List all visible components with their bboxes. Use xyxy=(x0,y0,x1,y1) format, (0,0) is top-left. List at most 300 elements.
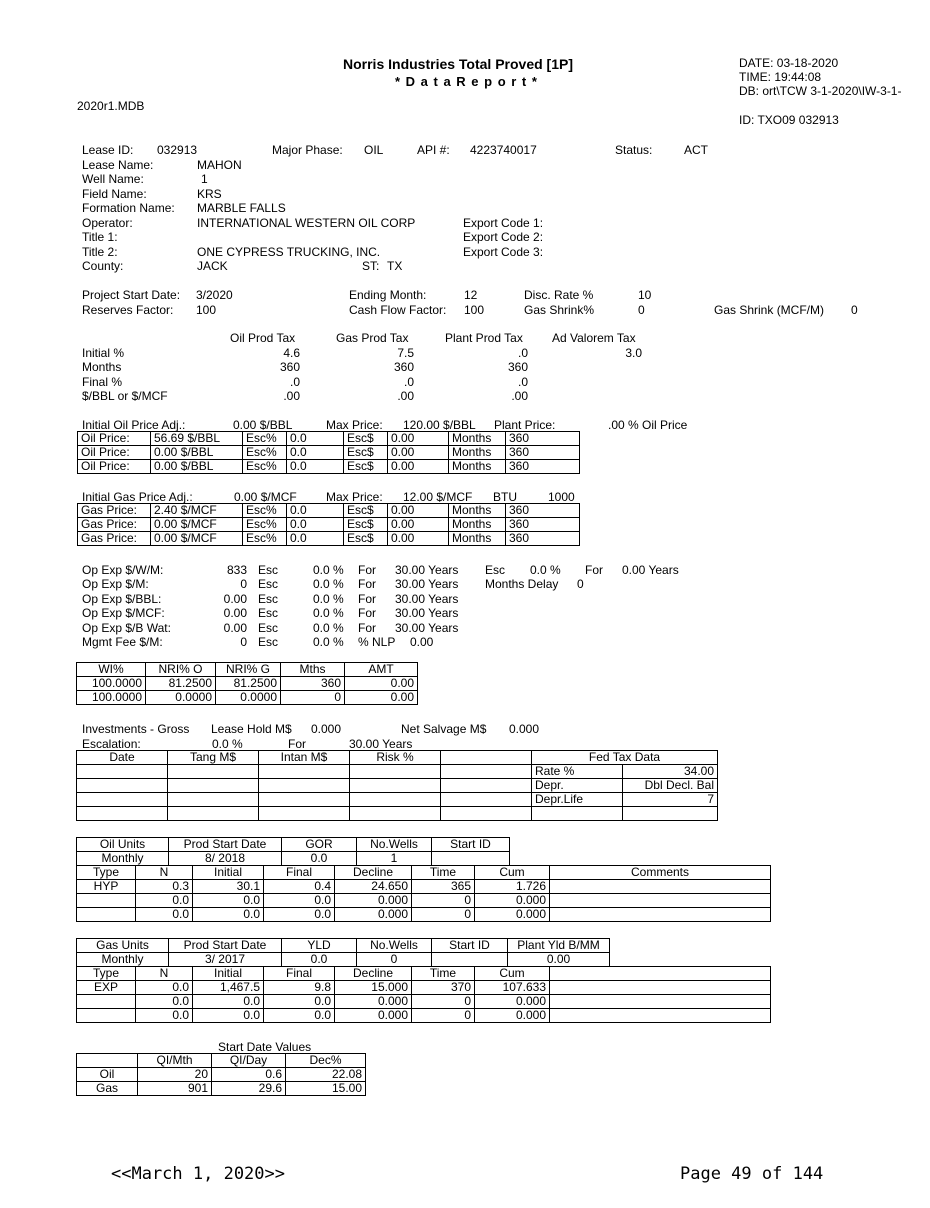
table-cell: Months xyxy=(449,504,506,518)
table-cell xyxy=(350,779,441,793)
table-cell: Esc% xyxy=(243,446,287,460)
escalation-for: 30.00 Years xyxy=(349,737,413,751)
api-label: API #: xyxy=(417,143,450,157)
tax-cell: .0 xyxy=(517,375,528,389)
opex-for: For xyxy=(358,592,376,606)
table-header: Start ID xyxy=(432,838,510,852)
opex-for: For xyxy=(358,577,376,591)
tax-cell: .00 xyxy=(397,389,414,403)
table-header: Tang M$ xyxy=(168,751,259,765)
title1-label: Title 1: xyxy=(82,230,118,244)
table-cell: Monthly xyxy=(77,953,169,967)
table-header: N xyxy=(136,967,193,981)
table-row xyxy=(77,691,418,705)
tax-cell: 7.5 xyxy=(397,346,414,360)
table-cell xyxy=(77,995,136,1009)
report-title: Norris Industries Total Proved [1P] xyxy=(343,56,574,72)
table-header: AMT xyxy=(345,663,418,677)
table-cell: 0.00 xyxy=(388,532,449,546)
table-header: Start ID xyxy=(432,939,508,953)
report-time: TIME: 19:44:08 xyxy=(739,70,822,84)
table-cell: 0.00 $/MCF xyxy=(151,532,243,546)
field-name-label: Field Name: xyxy=(82,187,147,201)
reserves-factor: 100 xyxy=(196,303,217,317)
opex-esc: Esc xyxy=(258,592,279,606)
table-cell: 0 xyxy=(412,1009,475,1023)
table-cell: 0.000 xyxy=(335,1009,412,1023)
tax-header: Gas Prod Tax xyxy=(336,331,409,345)
tax-header: Ad Valorem Tax xyxy=(552,331,636,345)
table-cell: 56.69 $/BBL xyxy=(151,432,243,446)
table-cell: 360 xyxy=(506,446,580,460)
table-header: WI% xyxy=(77,663,146,677)
major-phase: OIL xyxy=(364,143,384,157)
table-cell: 0.0 xyxy=(282,953,357,967)
table-header: Type xyxy=(77,866,136,880)
table-cell: 0.0 xyxy=(287,446,344,460)
table-cell: 0.0 xyxy=(264,894,335,908)
net-salvage-label: Net Salvage M$ xyxy=(401,722,487,736)
table-cell: 0.0 xyxy=(136,894,193,908)
table-cell: 107.633 xyxy=(475,981,550,995)
table-cell: Esc$ xyxy=(344,460,388,474)
table-header-row xyxy=(77,1054,366,1068)
table-cell xyxy=(550,880,771,894)
export-code-2: Export Code 2: xyxy=(463,230,544,244)
tax-cell: 360 xyxy=(279,360,300,374)
report-subtitle: * D a t a R e p o r t * xyxy=(395,74,538,89)
table-cell: Esc% xyxy=(243,460,287,474)
table-row xyxy=(77,807,718,821)
table-cell: 0.00 $/MCF xyxy=(151,518,243,532)
table-cell xyxy=(77,894,136,908)
status-value: ACT xyxy=(684,143,708,157)
table-cell: 0.00 xyxy=(388,460,449,474)
gas-shrink-mcf-label: Gas Shrink (MCF/M) xyxy=(714,303,825,317)
oil-price-table xyxy=(77,431,580,474)
gas-shrink: 0 xyxy=(638,303,645,317)
plant-price-label: Plant Price: xyxy=(494,418,556,432)
interest-table xyxy=(76,662,418,705)
table-header: YLD xyxy=(282,939,357,953)
months-delay-label: Months Delay xyxy=(485,577,559,591)
table-cell: 0.000 xyxy=(335,908,412,922)
report-db: DB: ort\TCW 3-1-2020\IW-3-1- xyxy=(739,84,902,98)
table-cell: 0.3 xyxy=(136,880,193,894)
table-cell: EXP xyxy=(77,981,136,995)
table-header: No.Wells xyxy=(357,838,432,852)
table-cell: 15.00 xyxy=(286,1082,366,1096)
table-cell: 0.000 xyxy=(475,1009,550,1023)
county-value: JACK xyxy=(197,259,228,273)
table-header: Risk % xyxy=(350,751,441,765)
state-label: ST: xyxy=(362,259,380,273)
table-row xyxy=(77,765,718,779)
opex-esc: Esc xyxy=(258,563,279,577)
table-header: QI/Mth xyxy=(138,1054,212,1068)
project-start-label: Project Start Date: xyxy=(82,288,181,302)
table-cell: 0.0 xyxy=(136,1009,193,1023)
table-header-row xyxy=(77,838,510,852)
table-header: Date xyxy=(77,751,168,765)
start-values-title: Start Date Values xyxy=(218,1040,312,1054)
table-cell xyxy=(168,807,259,821)
opex-esc: Esc xyxy=(258,621,279,635)
opex-value: 833 xyxy=(226,563,247,577)
table-cell: 1.726 xyxy=(475,880,550,894)
table-row xyxy=(77,779,718,793)
table-cell: 0.000 xyxy=(475,908,550,922)
county-label: County: xyxy=(82,259,124,273)
table-row xyxy=(77,1009,771,1023)
tax-cell: .0 xyxy=(517,346,528,360)
table-cell: 360 xyxy=(506,460,580,474)
state-value: TX xyxy=(387,259,403,273)
lease-name: MAHON xyxy=(197,158,242,172)
table-row xyxy=(77,677,418,691)
mgmt-fee-esc: Esc xyxy=(258,635,279,649)
cash-flow: 100 xyxy=(464,303,485,317)
table-cell xyxy=(77,779,168,793)
oil-adj-label: Initial Oil Price Adj.: xyxy=(82,418,186,432)
table-cell xyxy=(623,807,718,821)
table-header: Plant Yld B/MM xyxy=(508,939,610,953)
table-cell: Esc$ xyxy=(344,446,388,460)
major-phase-label: Major Phase: xyxy=(272,143,343,157)
api-number: 4223740017 xyxy=(470,143,537,157)
opex-value: 0 xyxy=(240,577,247,591)
table-cell: 0.00 $/BBL xyxy=(151,460,243,474)
table-header: Prod Start Date xyxy=(169,838,282,852)
tax-row-label: $/BBL or $/MCF xyxy=(82,389,168,403)
table-row xyxy=(77,995,771,1009)
field-name: KRS xyxy=(197,187,222,201)
table-cell: 3/ 2017 xyxy=(169,953,282,967)
mgmt-fee-nlp: 0.00 xyxy=(410,635,434,649)
table-header: N xyxy=(136,866,193,880)
title2-value: ONE CYPRESS TRUCKING, INC. xyxy=(197,245,381,259)
table-cell: 0.0 xyxy=(136,908,193,922)
formation-name: MARBLE FALLS xyxy=(197,201,286,215)
table-cell xyxy=(350,807,441,821)
table-cell xyxy=(77,807,168,821)
opex-years: 30.00 Years xyxy=(395,563,459,577)
table-cell: Oil xyxy=(77,1068,138,1082)
table-cell: 1 xyxy=(357,852,432,866)
fed-tax-value: 7 xyxy=(623,793,718,807)
footer-date: <<March 1, 2020>> xyxy=(111,1164,285,1184)
report-date: DATE: 03-18-2020 xyxy=(739,56,839,70)
table-cell: 30.1 xyxy=(193,880,264,894)
tax-cell: .00 xyxy=(283,389,300,403)
table-cell xyxy=(550,981,771,995)
gas-adj: 0.00 $/MCF xyxy=(234,490,297,504)
table-header: Comments xyxy=(550,866,771,880)
table-cell: 360 xyxy=(506,532,580,546)
opex-for: For xyxy=(358,606,376,620)
opex-label: Op Exp $/B Wat: xyxy=(82,621,171,635)
table-cell: 360 xyxy=(281,677,345,691)
gas-shrink-label: Gas Shrink% xyxy=(524,303,595,317)
table-cell: HYP xyxy=(77,880,136,894)
table-row xyxy=(78,518,580,532)
btu-value: 1000 xyxy=(548,490,575,504)
gas-price-table xyxy=(77,503,580,546)
table-cell: 0.00 $/BBL xyxy=(151,446,243,460)
table-cell: Gas Price: xyxy=(78,518,151,532)
table-cell xyxy=(168,765,259,779)
opex-pct: 0.0 % xyxy=(313,577,344,591)
table-cell: Months xyxy=(449,432,506,446)
table-row xyxy=(77,880,771,894)
opex-label: Op Exp $/M: xyxy=(82,577,149,591)
table-cell: Gas Price: xyxy=(78,532,151,546)
opex-for: For xyxy=(358,621,376,635)
table-row xyxy=(78,460,580,474)
table-header: Decline xyxy=(335,967,412,981)
table-cell: Esc$ xyxy=(344,518,388,532)
table-cell xyxy=(77,765,168,779)
table-cell xyxy=(432,953,508,967)
tax-cell: 360 xyxy=(393,360,414,374)
table-cell: Months xyxy=(449,532,506,546)
table-row xyxy=(77,908,771,922)
table-cell: 0.0 xyxy=(193,894,264,908)
tax-cell: .00 xyxy=(511,389,528,403)
table-cell: 8/ 2018 xyxy=(169,852,282,866)
table-cell xyxy=(350,765,441,779)
gas-max: 12.00 $/MCF xyxy=(403,490,473,504)
table-cell: Esc$ xyxy=(344,532,388,546)
table-cell xyxy=(168,779,259,793)
table-cell: 0.0 xyxy=(193,908,264,922)
cash-flow-label: Cash Flow Factor: xyxy=(349,303,447,317)
table-cell: 0.000 xyxy=(335,894,412,908)
table-cell: Esc% xyxy=(243,532,287,546)
lease-hold: 0.000 xyxy=(311,722,342,736)
oil-units-table xyxy=(76,837,510,866)
opex-side-pct: 0.0 % xyxy=(530,563,561,577)
fed-tax-value: 34.00 xyxy=(623,765,718,779)
table-cell: 0.00 xyxy=(345,691,418,705)
table-cell xyxy=(432,852,510,866)
table-cell: 0.0 xyxy=(282,852,357,866)
ending-month: 12 xyxy=(464,288,478,302)
lease-name-label: Lease Name: xyxy=(82,158,154,172)
table-cell: 0.0 xyxy=(287,432,344,446)
oil-adj: 0.00 $/BBL xyxy=(233,418,293,432)
table-cell: 81.2500 xyxy=(216,677,281,691)
report-id: ID: TXO09 032913 xyxy=(739,113,839,127)
table-cell xyxy=(441,751,532,765)
table-header-row xyxy=(77,939,610,953)
export-code-3: Export Code 3: xyxy=(463,245,544,259)
btu-label: BTU xyxy=(493,490,517,504)
table-cell: Months xyxy=(449,460,506,474)
table-cell: 29.6 xyxy=(212,1082,286,1096)
table-cell: 0.0 xyxy=(264,995,335,1009)
table-header: Intan M$ xyxy=(259,751,350,765)
table-header: Decline xyxy=(335,866,412,880)
table-header: Gas Units xyxy=(77,939,169,953)
table-cell: 0.00 xyxy=(508,953,610,967)
table-header: Type xyxy=(77,967,136,981)
table-cell: Esc% xyxy=(243,504,287,518)
table-cell: 360 xyxy=(506,432,580,446)
table-cell xyxy=(77,1009,136,1023)
tax-cell: 3.0 xyxy=(625,346,642,360)
fed-tax-header: Fed Tax Data xyxy=(532,751,718,765)
table-cell: 0.0 xyxy=(264,1009,335,1023)
table-cell: 0.6 xyxy=(212,1068,286,1082)
table-header: Final xyxy=(264,967,335,981)
disc-rate: 10 xyxy=(638,288,652,302)
gas-max-label: Max Price: xyxy=(326,490,383,504)
opex-years: 30.00 Years xyxy=(395,606,459,620)
table-cell xyxy=(550,995,771,1009)
net-salvage: 0.000 xyxy=(509,722,540,736)
table-cell xyxy=(532,807,623,821)
table-row xyxy=(78,532,580,546)
table-header: QI/Day xyxy=(212,1054,286,1068)
table-cell: Esc$ xyxy=(344,504,388,518)
opex-side-years: 0.00 Years xyxy=(622,563,679,577)
table-cell xyxy=(550,908,771,922)
table-header: Cum xyxy=(475,967,550,981)
table-cell: 0 xyxy=(357,953,432,967)
table-header-row xyxy=(77,967,771,981)
table-cell: 24.650 xyxy=(335,880,412,894)
well-name: 1 xyxy=(201,172,208,186)
opex-value: 0.00 xyxy=(223,606,247,620)
table-row xyxy=(78,504,580,518)
opex-for: For xyxy=(358,563,376,577)
table-cell: 0.000 xyxy=(475,894,550,908)
fed-tax-value: Dbl Decl. Bal xyxy=(623,779,718,793)
opex-label: Op Exp $/MCF: xyxy=(82,606,165,620)
table-cell: 0.00 xyxy=(388,518,449,532)
table-header: Dec% xyxy=(286,1054,366,1068)
opex-pct: 0.0 % xyxy=(313,563,344,577)
table-cell: Oil Price: xyxy=(78,446,151,460)
mgmt-fee-value: 0 xyxy=(240,635,247,649)
operator-name: INTERNATIONAL WESTERN OIL CORP xyxy=(197,216,416,230)
project-start: 3/2020 xyxy=(196,288,233,302)
table-header: Initial xyxy=(193,866,264,880)
tax-cell: .0 xyxy=(403,375,414,389)
table-cell: 0.00 xyxy=(388,504,449,518)
status-label: Status: xyxy=(615,143,653,157)
table-cell xyxy=(441,779,532,793)
table-cell: Months xyxy=(449,518,506,532)
table-cell: 370 xyxy=(412,981,475,995)
lease-id: 032913 xyxy=(157,143,198,157)
mgmt-fee-label: Mgmt Fee $/M: xyxy=(82,635,163,649)
table-cell: 100.0000 xyxy=(77,691,146,705)
table-header: Prod Start Date xyxy=(169,939,282,953)
opex-years: 30.00 Years xyxy=(395,577,459,591)
table-cell xyxy=(441,793,532,807)
tax-cell: 360 xyxy=(507,360,528,374)
table-row xyxy=(78,446,580,460)
table-header: GOR xyxy=(282,838,357,852)
table-cell xyxy=(550,1009,771,1023)
escalation-value: 0.0 % xyxy=(212,737,243,751)
fed-tax-label: Depr.Life xyxy=(532,793,623,807)
tax-row-label: Initial % xyxy=(82,346,125,360)
gas-units-table xyxy=(76,938,610,967)
table-row xyxy=(78,432,580,446)
table-cell: 20 xyxy=(138,1068,212,1082)
opex-side-for: For xyxy=(585,563,603,577)
lease-id-label: Lease ID: xyxy=(82,143,134,157)
table-cell: Esc$ xyxy=(344,432,388,446)
title2-label: Title 2: xyxy=(82,245,118,259)
table-cell: 0.000 xyxy=(335,995,412,1009)
table-cell: 15.000 xyxy=(335,981,412,995)
table-header: Time xyxy=(412,866,475,880)
table-cell: 0.00 xyxy=(388,446,449,460)
table-cell: Months xyxy=(449,446,506,460)
tax-cell: .0 xyxy=(289,375,300,389)
lease-hold-label: Lease Hold M$ xyxy=(211,722,292,736)
table-cell: 0.00 xyxy=(345,677,418,691)
oil-max: 120.00 $/BBL xyxy=(403,418,476,432)
oil-decline-table xyxy=(76,865,771,922)
tax-header: Plant Prod Tax xyxy=(445,331,523,345)
table-row xyxy=(77,852,510,866)
table-header-row xyxy=(77,663,418,677)
table-cell: 0.0000 xyxy=(216,691,281,705)
table-cell xyxy=(259,765,350,779)
table-cell xyxy=(441,765,532,779)
operator-label: Operator: xyxy=(82,216,133,230)
table-header: Cum xyxy=(475,866,550,880)
mgmt-fee-pct: 0.0 % xyxy=(313,635,344,649)
table-row xyxy=(77,793,718,807)
table-cell: Oil Price: xyxy=(78,460,151,474)
table-cell: 0 xyxy=(412,894,475,908)
formation-label: Formation Name: xyxy=(82,201,175,215)
table-header xyxy=(550,967,771,981)
investments-table xyxy=(76,750,718,821)
table-header xyxy=(77,1054,138,1068)
opex-years: 30.00 Years xyxy=(395,621,459,635)
table-cell: 0.0 xyxy=(264,908,335,922)
table-cell: 0.0 xyxy=(287,518,344,532)
table-cell: 0.0 xyxy=(193,1009,264,1023)
table-header: NRI% O xyxy=(146,663,216,677)
table-cell xyxy=(441,807,532,821)
table-header: Final xyxy=(264,866,335,880)
table-cell xyxy=(350,793,441,807)
tax-row-label: Final % xyxy=(82,375,123,389)
opex-years: 30.00 Years xyxy=(395,592,459,606)
table-row xyxy=(77,1082,366,1096)
months-delay: 0 xyxy=(577,577,584,591)
table-header: Time xyxy=(412,967,475,981)
table-cell: Monthly xyxy=(77,852,169,866)
table-cell: 0.4 xyxy=(264,880,335,894)
opex-side-esc: Esc xyxy=(485,563,506,577)
gas-decline-table xyxy=(76,966,771,1023)
table-header-row xyxy=(77,866,771,880)
plant-price: .00 % Oil Price xyxy=(608,418,688,432)
table-header: NRI% G xyxy=(216,663,281,677)
table-cell: 2.40 $/MCF xyxy=(151,504,243,518)
table-cell: 0.0 xyxy=(193,995,264,1009)
table-cell: 81.2500 xyxy=(146,677,216,691)
